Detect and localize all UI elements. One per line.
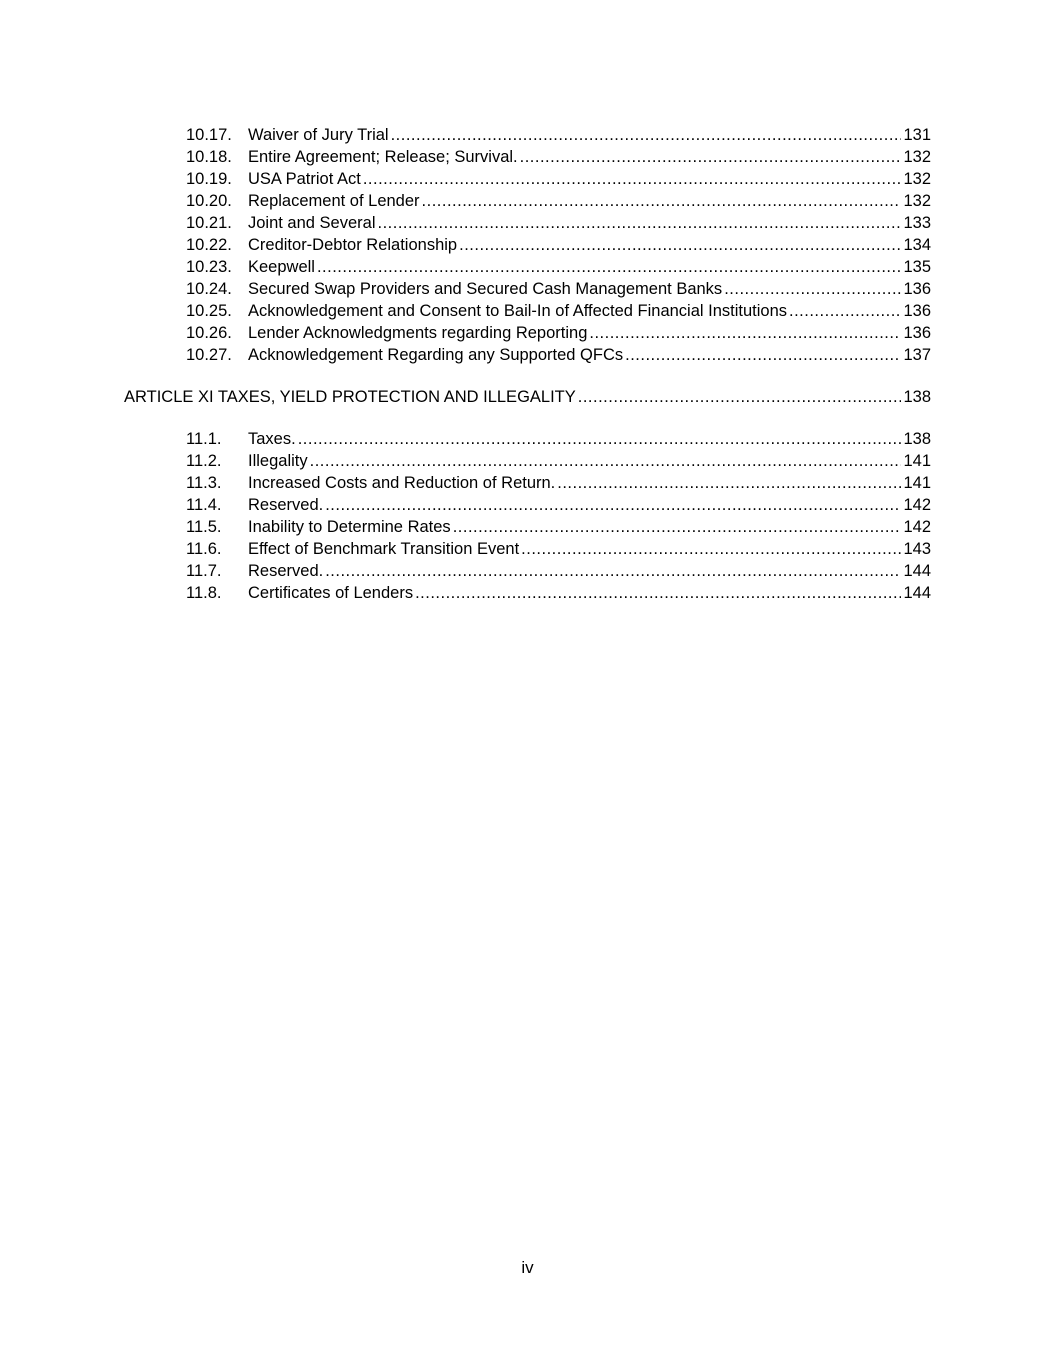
section-title: Joint and Several bbox=[248, 214, 376, 232]
section-page: 132 bbox=[903, 148, 931, 166]
toc-entry[interactable] bbox=[186, 472, 931, 494]
section-title: Acknowledgement Regarding any Supported QFCs bbox=[248, 346, 624, 364]
toc-article-heading[interactable] bbox=[124, 386, 931, 408]
page-number: iv bbox=[521, 1258, 534, 1277]
dot-leader bbox=[310, 450, 902, 472]
section-title: Taxes. bbox=[248, 430, 296, 448]
section-page: 136 bbox=[903, 324, 931, 342]
section-number: 10.23. bbox=[186, 258, 232, 276]
toc-entry[interactable] bbox=[186, 560, 931, 582]
toc-entry[interactable] bbox=[186, 212, 931, 234]
section-title: Reserved. bbox=[248, 562, 324, 580]
dot-leader bbox=[422, 190, 902, 212]
section-page: 142 bbox=[903, 496, 931, 514]
section-number: 11.8. bbox=[186, 584, 222, 602]
dot-leader bbox=[459, 234, 901, 256]
dot-leader bbox=[325, 560, 901, 582]
section-page: 142 bbox=[903, 518, 931, 536]
toc-entry[interactable] bbox=[186, 322, 931, 344]
section-title: Acknowledgement and Consent to Bail-In of Affected Financial Institutions bbox=[248, 302, 788, 320]
toc-entry[interactable] bbox=[186, 168, 931, 190]
section-title: Inability to Determine Rates bbox=[248, 518, 451, 536]
section-page: 132 bbox=[903, 192, 931, 210]
section-title: Creditor-Debtor Relationship bbox=[248, 236, 458, 254]
section-page: 138 bbox=[903, 430, 931, 448]
section-title: Replacement of Lender bbox=[248, 192, 420, 210]
dot-leader bbox=[378, 212, 902, 234]
dot-leader bbox=[453, 516, 902, 538]
dot-leader bbox=[391, 124, 902, 146]
article-page: 138 bbox=[903, 388, 931, 406]
section-page: 135 bbox=[903, 258, 931, 276]
section-number: 10.27. bbox=[186, 346, 232, 364]
section-title: Lender Acknowledgments regarding Reporting bbox=[248, 324, 588, 342]
toc-entry[interactable] bbox=[186, 234, 931, 256]
section-number: 10.19. bbox=[186, 170, 232, 188]
toc-entry[interactable] bbox=[186, 538, 931, 560]
dot-leader bbox=[298, 428, 902, 450]
section-number: 10.24. bbox=[186, 280, 232, 298]
section-page: 134 bbox=[903, 236, 931, 254]
section-number: 10.22. bbox=[186, 236, 232, 254]
section-number: 10.21. bbox=[186, 214, 232, 232]
toc-entry[interactable] bbox=[186, 494, 931, 516]
toc-entry[interactable] bbox=[186, 190, 931, 212]
section-number: 11.5. bbox=[186, 518, 222, 536]
dot-leader bbox=[521, 538, 901, 560]
section-title: Entire Agreement; Release; Survival. bbox=[248, 148, 518, 166]
toc-entry[interactable] bbox=[186, 300, 931, 322]
section-page: 141 bbox=[903, 474, 931, 492]
toc-entry[interactable] bbox=[186, 278, 931, 300]
dot-leader bbox=[363, 168, 902, 190]
dot-leader bbox=[589, 322, 901, 344]
section-title: Reserved. bbox=[248, 496, 324, 514]
section-title: USA Patriot Act bbox=[248, 170, 361, 188]
section-number: 11.4. bbox=[186, 496, 222, 514]
section-page: 136 bbox=[903, 280, 931, 298]
section-title: Illegality bbox=[248, 452, 308, 470]
section-page: 143 bbox=[903, 540, 931, 558]
section-page: 144 bbox=[903, 584, 931, 602]
section-title: Keepwell bbox=[248, 258, 315, 276]
section-page: 132 bbox=[903, 170, 931, 188]
section-number: 10.18. bbox=[186, 148, 232, 166]
section-number: 11.7. bbox=[186, 562, 222, 580]
dot-leader bbox=[724, 278, 901, 300]
dot-leader bbox=[415, 582, 901, 604]
section-number: 10.17. bbox=[186, 126, 232, 144]
section-title: Certificates of Lenders bbox=[248, 584, 414, 602]
toc-entry[interactable] bbox=[186, 428, 931, 450]
section-number: 10.25. bbox=[186, 302, 232, 320]
dot-leader bbox=[520, 146, 902, 168]
toc-entry[interactable] bbox=[186, 124, 931, 146]
section-page: 144 bbox=[903, 562, 931, 580]
section-title: Waiver of Jury Trial bbox=[248, 126, 389, 144]
section-number: 11.3. bbox=[186, 474, 222, 492]
toc-entry[interactable] bbox=[186, 582, 931, 604]
section-number: 11.2. bbox=[186, 452, 222, 470]
dot-leader bbox=[578, 386, 902, 408]
article-title: ARTICLE XI TAXES, YIELD PROTECTION AND ILLEGALITY bbox=[124, 388, 576, 406]
section-number: 10.20. bbox=[186, 192, 232, 210]
toc-entry[interactable] bbox=[186, 256, 931, 278]
dot-leader bbox=[625, 344, 901, 366]
section-page: 131 bbox=[903, 126, 931, 144]
toc-entry[interactable] bbox=[186, 450, 931, 472]
section-page: 137 bbox=[903, 346, 931, 364]
dot-leader bbox=[325, 494, 901, 516]
section-number: 11.1. bbox=[186, 430, 222, 448]
section-title: Increased Costs and Reduction of Return. bbox=[248, 474, 556, 492]
section-page: 133 bbox=[903, 214, 931, 232]
section-page: 136 bbox=[903, 302, 931, 320]
dot-leader bbox=[557, 472, 901, 494]
section-number: 11.6. bbox=[186, 540, 222, 558]
section-number: 10.26. bbox=[186, 324, 232, 342]
dot-leader bbox=[317, 256, 902, 278]
dot-leader bbox=[789, 300, 901, 322]
section-page: 141 bbox=[903, 452, 931, 470]
toc-entry[interactable] bbox=[186, 146, 931, 168]
section-title: Secured Swap Providers and Secured Cash Management Banks bbox=[248, 280, 723, 298]
toc-entry[interactable] bbox=[186, 516, 931, 538]
section-title: Effect of Benchmark Transition Event bbox=[248, 540, 520, 558]
toc-entry[interactable] bbox=[186, 344, 931, 366]
